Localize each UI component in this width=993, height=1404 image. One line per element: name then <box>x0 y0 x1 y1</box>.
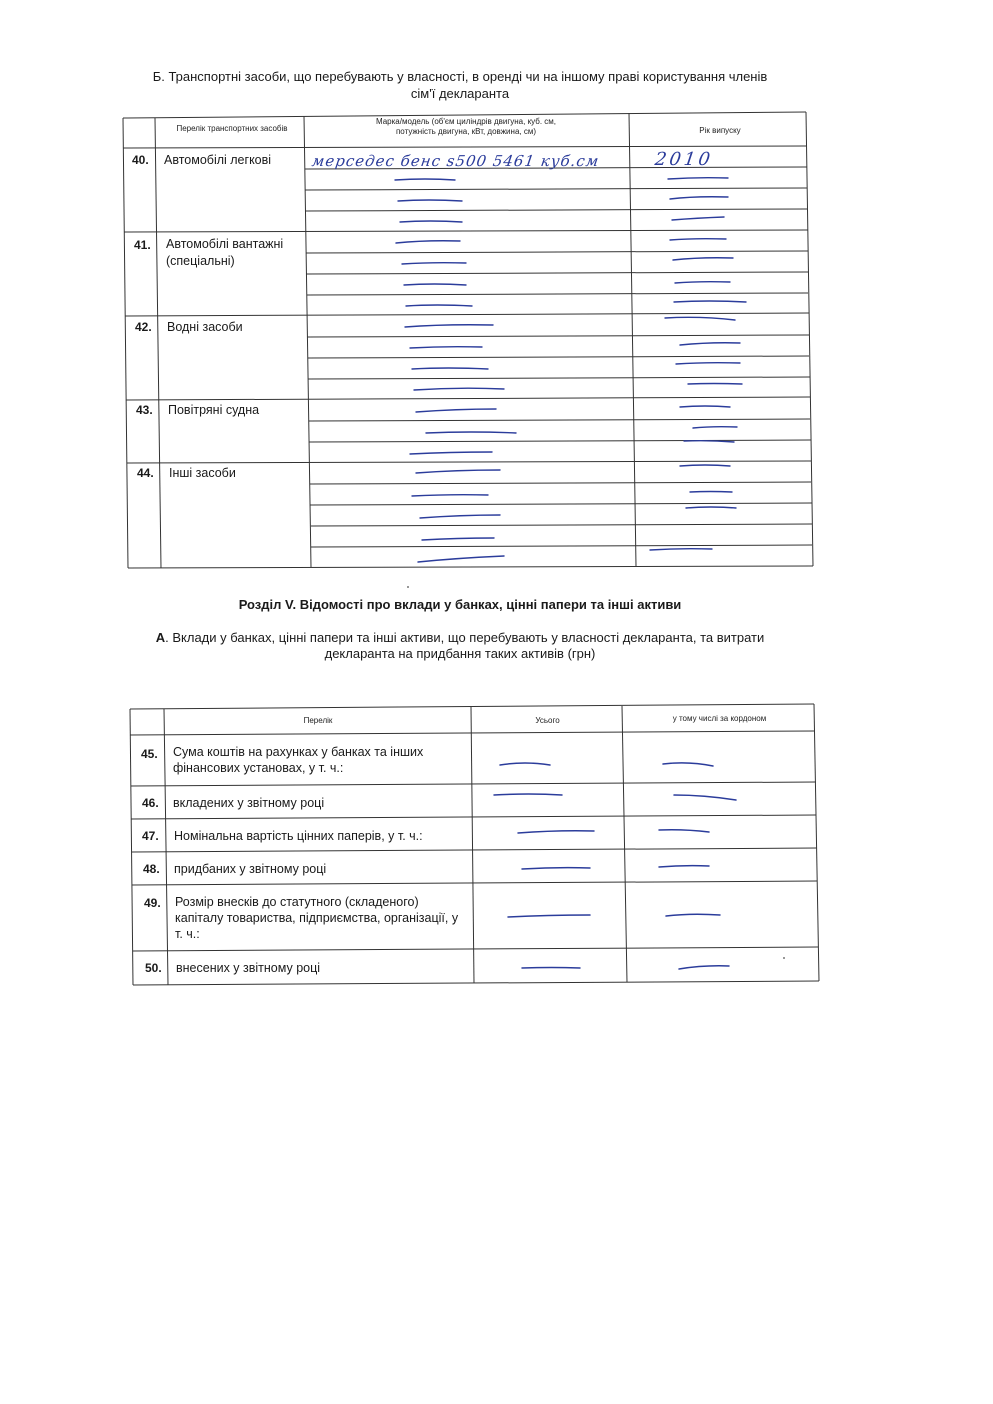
vehicles-header-year: Рік випуску <box>699 126 741 135</box>
row-number: 50. <box>145 961 162 975</box>
row-label-deposited: вкладених у звітному році <box>173 796 325 810</box>
row-label-cars: Автомобілі легкові <box>164 153 272 167</box>
handwritten-year-entry: 2010 <box>653 149 715 170</box>
row-label-water: Водні засоби <box>167 320 243 334</box>
row-label-trucks: Автомобілі вантажні (спеціальні) <box>166 237 284 268</box>
scan-speck <box>407 586 409 588</box>
section-b-letter: Б <box>152 69 162 84</box>
vehicles-header-model: Марка/модель (об'єм циліндрів двигуна, куб. см, потужність двигуна, кВт, довжина, см) <box>375 117 557 136</box>
row-number: 40. <box>132 153 149 167</box>
section-a-letter: А <box>155 630 166 645</box>
row-number: 49. <box>144 896 161 910</box>
section-b-title: . Транспортні засоби, що перебувають у власності, в оренді чи на іншому праві користування членів сім'ї декларанта <box>161 69 768 101</box>
assets-header-list: Перелік <box>303 716 333 725</box>
scan-speck <box>783 957 785 959</box>
section-v-heading: Розділ V. Відомості про вклади у банках, цінні папери та інші активи <box>238 597 682 612</box>
row-label-other: Інші засоби <box>169 466 236 480</box>
vehicles-table-lines <box>123 112 813 568</box>
row-label-bank-funds: Сума коштів на рахунках у банках та інших фінансових установах, у т. ч.: <box>173 745 424 775</box>
row-number: 47. <box>142 829 159 843</box>
handwritten-model-entry: мерседес бенс s500 5461 куб.см <box>310 152 601 170</box>
row-number: 41. <box>134 238 151 252</box>
row-number: 45. <box>141 747 158 761</box>
assets-header-total: Усього <box>535 716 560 725</box>
row-number: 42. <box>135 320 152 334</box>
assets-header-abroad: у тому числі за кордоном <box>672 714 767 723</box>
row-number: 43. <box>136 403 153 417</box>
row-label-securities: Номінальна вартість цінних паперів, у т. ч.: <box>174 829 423 843</box>
section-a-title: . Вклади у банках, цінні папери та інші активи, що перебувають у власності декларанта, та витрати декларанта на придбання таких активів (грн) <box>165 630 765 661</box>
vehicles-header-list: Перелік транспортних засобів <box>176 124 288 133</box>
asset-dashes <box>494 763 736 969</box>
row-label-purchased: придбаних у звітному році <box>174 862 327 876</box>
row-number: 44. <box>137 466 154 480</box>
row-number: 46. <box>142 796 159 810</box>
row-label-air: Повітряні судна <box>168 403 260 417</box>
row-label-contributed: внесених у звітному році <box>176 961 321 975</box>
row-label-capital-contributions: Розмір внесків до статутного (складеного) капіталу товариства, підприємства, організації, у т. ч.: <box>175 895 459 941</box>
row-number: 48. <box>143 862 160 876</box>
section-a-heading <box>150 630 770 662</box>
